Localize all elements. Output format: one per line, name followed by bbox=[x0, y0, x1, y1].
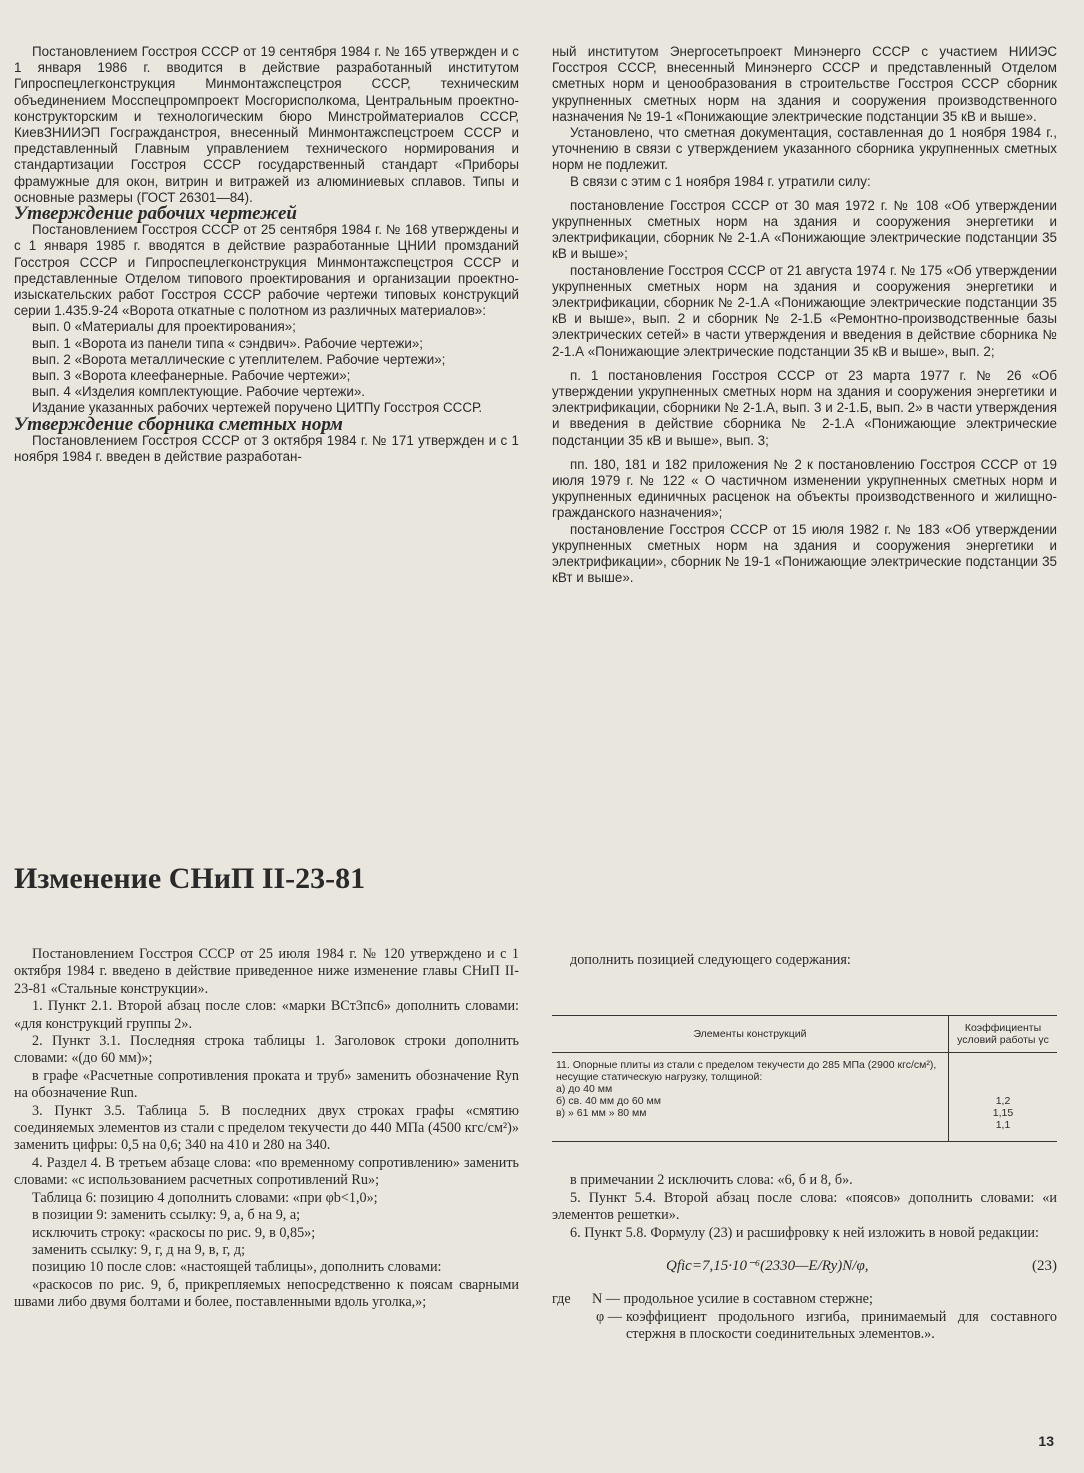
paragraph: Постановлением Госстроя СССР от 25 сентября 1984 г. № 168 утверждены и с 1 января 1985 г. вводятся в действие разработанные ЦНИИ промзданий Госстроя СССР и Гипроспецлегконструкция Минмонтажспецстроя СССР и представленные Отделом типового проектирования и организации проектно-изыскательских работ Госстроя СССР рабочие чертежи типовых конструкций серии 1.435.9-24 «Ворота откатные с полотном из различных материалов»: bbox=[14, 222, 519, 319]
bottom-left-column bbox=[14, 946, 519, 1312]
row-title: 11. Опорные плиты из стали с пределом текучести до 285 МПа (2900 кгс/см²), несущие статическую нагрузку, толщиной: bbox=[556, 1059, 937, 1084]
where-label: где bbox=[552, 1291, 571, 1308]
paragraph: в примечании 2 исключить слова: «6, б и 8, б». bbox=[570, 1172, 853, 1189]
paragraph: в позиции 9: заменить ссылку: 9, а, б на 9, а; bbox=[32, 1207, 301, 1224]
paragraph: 4. Раздел 4. В третьем абзаце слова: «по временному сопротивлению» заменить словами: «с использованием расчетных сопротивлений Ru»; bbox=[14, 1154, 519, 1189]
paragraph: 1. Пункт 2.1. Второй абзац после слов: «марки ВСт3пс6» дополнить словами: «для конструкций группы 2». bbox=[14, 998, 519, 1032]
section-heading: Утверждение рабочих чертежей bbox=[14, 203, 297, 225]
paragraph: 5. Пункт 5.4. Второй абзац после слова: «поясов» дополнить словами: «и элементов решетки». bbox=[552, 1189, 1057, 1224]
paragraph: Установлено, что сметная документация, составленная до 1 ноября 1984 г., уточнению в связи с утверждением указанного сборника укрупненных сметных норм не подлежит. bbox=[552, 125, 1057, 173]
paragraph: В связи с этим с 1 ноября 1984 г. утратили силу: bbox=[570, 173, 871, 189]
paragraph: постановление Госстроя СССР от 21 августа 1974 г. № 175 «Об утверждении укрупненных сметных норм на здания и сооружения энергетики и электрификации, сборник № 2-1.А «Понижающие электрические подстанции 35 кВ и выше», вып. 2 и сборник № 2-1.Б «Ремонтно-производственные базы электрических сетей» в части утверждения и введения в действие сборника № 2-1.А «Понижающие электрические подстанции 35 кВ и выше», вып. 2; bbox=[552, 262, 1057, 359]
paragraph: постановление Госстроя СССР от 30 мая 1972 г. № 108 «Об утверждении укрупненных сметных норм на здания и сооружения энергетики и электрификации, сборник № 2-1.А «Понижающие электрические подстанции 35 кВ и выше»; bbox=[552, 197, 1057, 262]
table-cell bbox=[552, 1053, 949, 1142]
paragraph: Постановлением Госстроя СССР от 25 июля 1984 г. № 120 утверждено и с 1 октября 1984 г. введено в действие приведенное ниже изменение главы СНиП II-23-81 «Стальные конструкции». bbox=[14, 946, 519, 997]
paragraph: 3. Пункт 3.5. Таблица 5. В последних двух строках графы «смятию соединяемых элементов из стали с пределом текучести до 440 МПа (4500 кгс/см²)» заменить цифры: 0,5 на 0,6; 340 на 410 и 280 на 340. bbox=[14, 1102, 519, 1154]
paragraph: дополнить позицией следующего содержания: bbox=[570, 952, 851, 968]
top-left-column bbox=[14, 44, 519, 465]
paragraph: Издание указанных рабочих чертежей поручено ЦИТПу Госстроя СССР. bbox=[32, 400, 483, 416]
paragraph: п. 1 постановления Госстроя СССР от 23 марта 1977 г. № 26 «Об утверждении укрупненных сметных норм на здания и сооружения энергетики и электрификации, сборники № 2-1.А, вып. 3 и 2-1.Б, вып. 2» в части утверждения и введения в действие сборника № 2-1.А «Понижающие электрические подстанции 35 кВ и выше», вып. 3; bbox=[552, 367, 1057, 448]
paragraph: заменить ссылку: 9, г, д на 9, в, г, д; bbox=[32, 1241, 246, 1258]
list-item: вып. 4 «Изделия комплектующие. Рабочие чертежи». bbox=[32, 384, 366, 400]
row-value: 1,1 bbox=[995, 1119, 1011, 1132]
section-heading: Утверждение сборника сметных норм bbox=[14, 413, 343, 435]
row-value: 1,15 bbox=[992, 1107, 1014, 1120]
coefficients-table bbox=[552, 1015, 1057, 1142]
list-item: вып. 0 «Материалы для проектирования»; bbox=[32, 319, 296, 335]
paragraph: 6. Пункт 5.8. Формулу (23) и расшифровку к ней изложить в новой редакции: bbox=[570, 1224, 1039, 1241]
where-phi-symbol: φ — bbox=[596, 1308, 622, 1325]
formula bbox=[552, 1258, 1057, 1275]
paragraph: позицию 10 после слов: «настоящей таблицы», дополнить словами: bbox=[32, 1259, 442, 1276]
where-phi-text: коэффициент продольного изгиба, принимаемый для составного стержня в плоскости соединительных элементов.». bbox=[626, 1308, 1057, 1343]
top-right-column bbox=[552, 44, 1057, 587]
list-item: вып. 2 «Ворота металлические с утеплителем. Рабочие чертежи»; bbox=[32, 351, 446, 367]
where-n: N — продольное усилие в составном стержне; bbox=[592, 1291, 873, 1308]
paragraph: Постановлением Госстроя СССР от 3 октября 1984 г. № 171 утвержден и с 1 ноября 1984 г. введен в действие разработан- bbox=[14, 432, 519, 465]
page-title: Изменение СНиП II-23-81 bbox=[14, 862, 366, 895]
paragraph: пп. 180, 181 и 182 приложения № 2 к постановлению Госстроя СССР от 19 июля 1979 г. № 122 « О частичном изменении укрупненных сметных норм и укрупненных единичных расценок на объекты производственного и жилищно-гражданского назначения»; bbox=[552, 456, 1057, 521]
row-label: в) » 61 мм » 80 мм bbox=[556, 1107, 647, 1120]
paragraph: «раскосов по рис. 9, б, прикрепляемых непосредственно к поясам сварными швами либо двумя болтами и более, поставленными вдоль уголка,»; bbox=[14, 1276, 519, 1311]
row-label: б) св. 40 мм до 60 мм bbox=[556, 1095, 661, 1108]
paragraph: Таблица 6: позицию 4 дополнить словами: «при φb<1,0»; bbox=[32, 1189, 378, 1206]
table-header-coef: Коэффициенты условий работы γc bbox=[949, 1016, 1058, 1053]
table-cell bbox=[949, 1053, 1058, 1142]
paragraph: исключить строку: «раскосы по рис. 9, в 0,85»; bbox=[32, 1224, 316, 1241]
spacer bbox=[953, 1059, 1053, 1095]
paragraph: в графе «Расчетные сопротивления проката и труб» заменить обозначение Ryn на обозначение Run. bbox=[14, 1067, 519, 1102]
row-value: 1,2 bbox=[995, 1095, 1011, 1108]
paragraph: ный институтом Энергосетьпроект Минэнерго СССР с участием НИИЭС Госстроя СССР, внесенный Минэнерго СССР и представленный Отделом сметных норм и ценообразования в строительстве Госстроя СССР сборник укрупненных сметных норм на здания и сооружения производственного назначения № 19-1 «Понижающие электрические подстанции 35 кВ и выше». bbox=[552, 44, 1057, 124]
list-item: вып. 3 «Ворота клеефанерные. Рабочие чертежи»; bbox=[32, 368, 351, 384]
bottom-right-column bbox=[552, 952, 1057, 1344]
formula-text: Qfic=7,15·10⁻⁶(2330—E/Ry)N/φ, bbox=[666, 1258, 869, 1275]
page-number: 13 bbox=[1038, 1433, 1054, 1449]
list-item: вып. 1 «Ворота из панели типа « сэндвич». Рабочие чертежи»; bbox=[32, 335, 424, 351]
row-label: а) до 40 мм bbox=[556, 1083, 613, 1096]
table-header-elements: Элементы конструкций bbox=[552, 1016, 949, 1053]
paragraph: 2. Пункт 3.1. Последняя строка таблицы 1. Заголовок строки дополнить словами: «(до 60 мм)»; bbox=[14, 1033, 519, 1067]
paragraph: Постановлением Госстроя СССР от 19 сентября 1984 г. № 165 утвержден и с 1 января 1986 г. вводится в действие разработанный институтом Гипроспецлегконструкция Минмонтажспецстроя СССР, техническим объединением Мосспецпромпроект Мосгорисполкома, Центральным проектно-конструкторским и технологическим бюро Минстройматериалов СССР, КиевЗНИИЭП Госгражданстроя, внесенный Минмонтажспецстроем СССР и представленный Главным управлением технического нормирования и стандартизации Госстроя СССР государственный стандарт «Приборы фрамужные для окон, витрин и витражей из алюминиевых сплавов. Типы и основные размеры (ГОСТ 26301—84). bbox=[14, 44, 519, 205]
where-phi-row bbox=[552, 1309, 1057, 1344]
formula-number: (23) bbox=[1032, 1258, 1057, 1275]
paragraph: постановление Госстроя СССР от 15 июля 1982 г. № 183 «Об утверждении укрупненных сметных норм на здания и сооружения энергетики и электрификации», сборник № 19-1 «Понижающие электрические подстанции 35 кВт и выше». bbox=[552, 521, 1057, 586]
table-row bbox=[552, 1053, 1057, 1142]
formula-legend bbox=[552, 1291, 1057, 1308]
